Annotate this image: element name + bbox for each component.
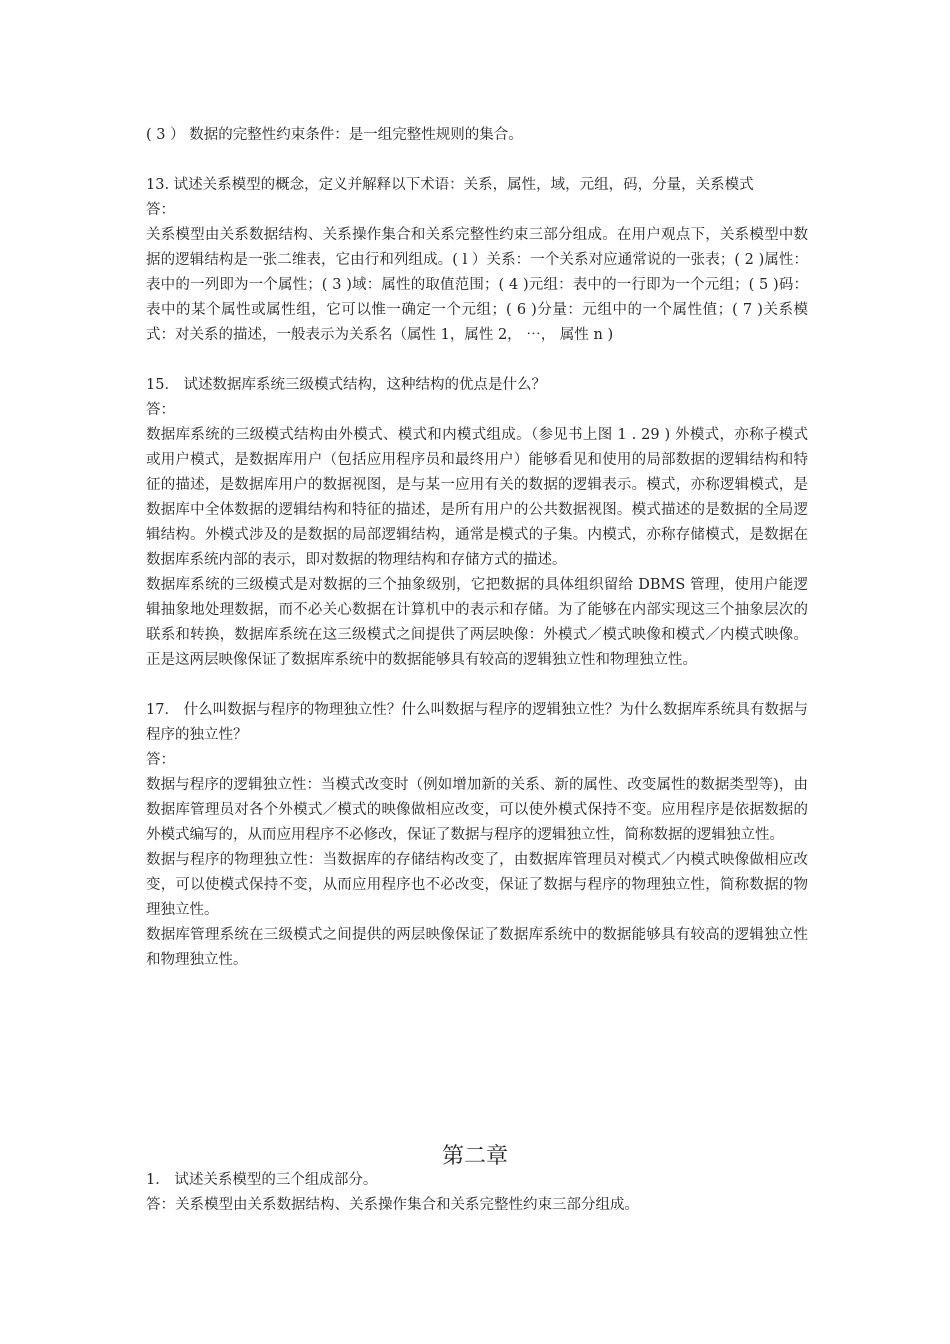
answer-13: 关系模型由关系数据结构、关系操作集合和关系完整性约束三部分组成。在用户观点下，关系模型中数据的逻辑结构是一张二维表，它由行和列组成。( l ）关系：一个关系对应通常说的一张表；( 2 )属性：表中的一列即为一个属性；( 3 )域：属性的取值范围；( 4 )元组：表中的一行即为一个元组；( 5 )码：表中的某个属性或属性组，它可以惟一确定一个元组；( 6 )分量：元组中的一个属性值；( 7 )关系模式：对关系的描述，一般表示为关系名（属性 1，属性 2， ⋯， 属性 n ) (146, 227, 808, 343)
answer-17-label: 答： (146, 752, 175, 768)
chapter-2-title: 第二章 (441, 1144, 508, 1169)
answer-17-paragraph-2: 数据与程序的物理独立性：当数据库的存储结构改变了，由数据库管理员对模式／内模式映像做相应改变，可以使模式保持不变，从而应用程序也不必改变，保证了数据与程序的物理独立性，简称数据的物理独立性。 (146, 852, 808, 918)
answer-13-label: 答： (146, 202, 175, 218)
question-17: 17． 什么叫数据与程序的物理独立性？什么叫数据与程序的逻辑独立性？为什么数据库系统具有数据与程序的独立性？ (146, 702, 808, 743)
answer-15-label: 答： (146, 402, 175, 418)
answer-17-paragraph-3: 数据库管理系统在三级模式之间提供的两层映像保证了数据库系统中的数据能够具有较高的逻辑独立性和物理独立性。 (146, 927, 808, 968)
question-15: 15． 试述数据库系统三级模式结构，这种结构的优点是什么？ (146, 377, 547, 393)
document-body (146, 123, 808, 998)
question-13-section (146, 173, 808, 348)
question-15-section (146, 373, 808, 673)
chapter-2-body (146, 1168, 808, 1218)
question-17-section (146, 698, 808, 973)
answer-15-paragraph-1: 数据库系统的三级模式结构由外模式、模式和内模式组成。（参见书上图 1 . 29 ) 外模式，亦称子模式或用户模式，是数据库用户（包括应用程序员和最终用户）能够看见和使用的局部数据的逻辑结构和特征的描述，是数据库用户的数据视图，是与某一应用有关的数据的逻辑表示。模式，亦称逻辑模式，是数据库中全体数据的逻辑结构和特征的描述，是所有用户的公共数据视图。模式描述的是数据的全局逻辑结构。外模式涉及的是数据的局部逻辑结构，通常是模式的子集。内模式，亦称存储模式，是数据在数据库系统内部的表示，即对数据的物理结构和存储方式的描述。 (146, 427, 808, 568)
answer-17-paragraph-1: 数据与程序的逻辑独立性：当模式改变时（例如增加新的关系、新的属性、改变属性的数据类型等)，由数据库管理员对各个外模式／模式的映像做相应改变，可以使外模式保持不变。应用程序是依据数据的外模式编写的，从而应用程序不必修改，保证了数据与程序的逻辑独立性，简称数据的逻辑独立性。 (146, 777, 808, 843)
intro-section (146, 123, 808, 148)
intro-line: ( 3 ） 数据的完整性约束条件：是一组完整性规则的集合。 (146, 127, 523, 143)
answer-15-paragraph-2: 数据库系统的三级模式是对数据的三个抽象级别，它把数据的具体组织留给 DBMS 管理，使用户能逻辑抽象地处理数据，而不必关心数据在计算机中的表示和存储。为了能够在内部实现这三个抽象层次的联系和转换，数据库系统在这三级模式之间提供了两层映像：外模式／模式映像和模式／内模式映像。正是这两层映像保证了数据库系统中的数据能够具有较高的逻辑独立性和物理独立性。 (146, 577, 808, 668)
chapter-2-question-1: 1． 试述关系模型的三个组成部分。 (146, 1172, 378, 1188)
chapter-2-answer-1: 答：关系模型由关系数据结构、关系操作集合和关系完整性约束三部分组成。 (146, 1197, 639, 1213)
question-13: 13. 试述关系模型的概念，定义并解释以下术语：关系，属性，域，元组，码，分量，关系模式 (146, 177, 754, 193)
